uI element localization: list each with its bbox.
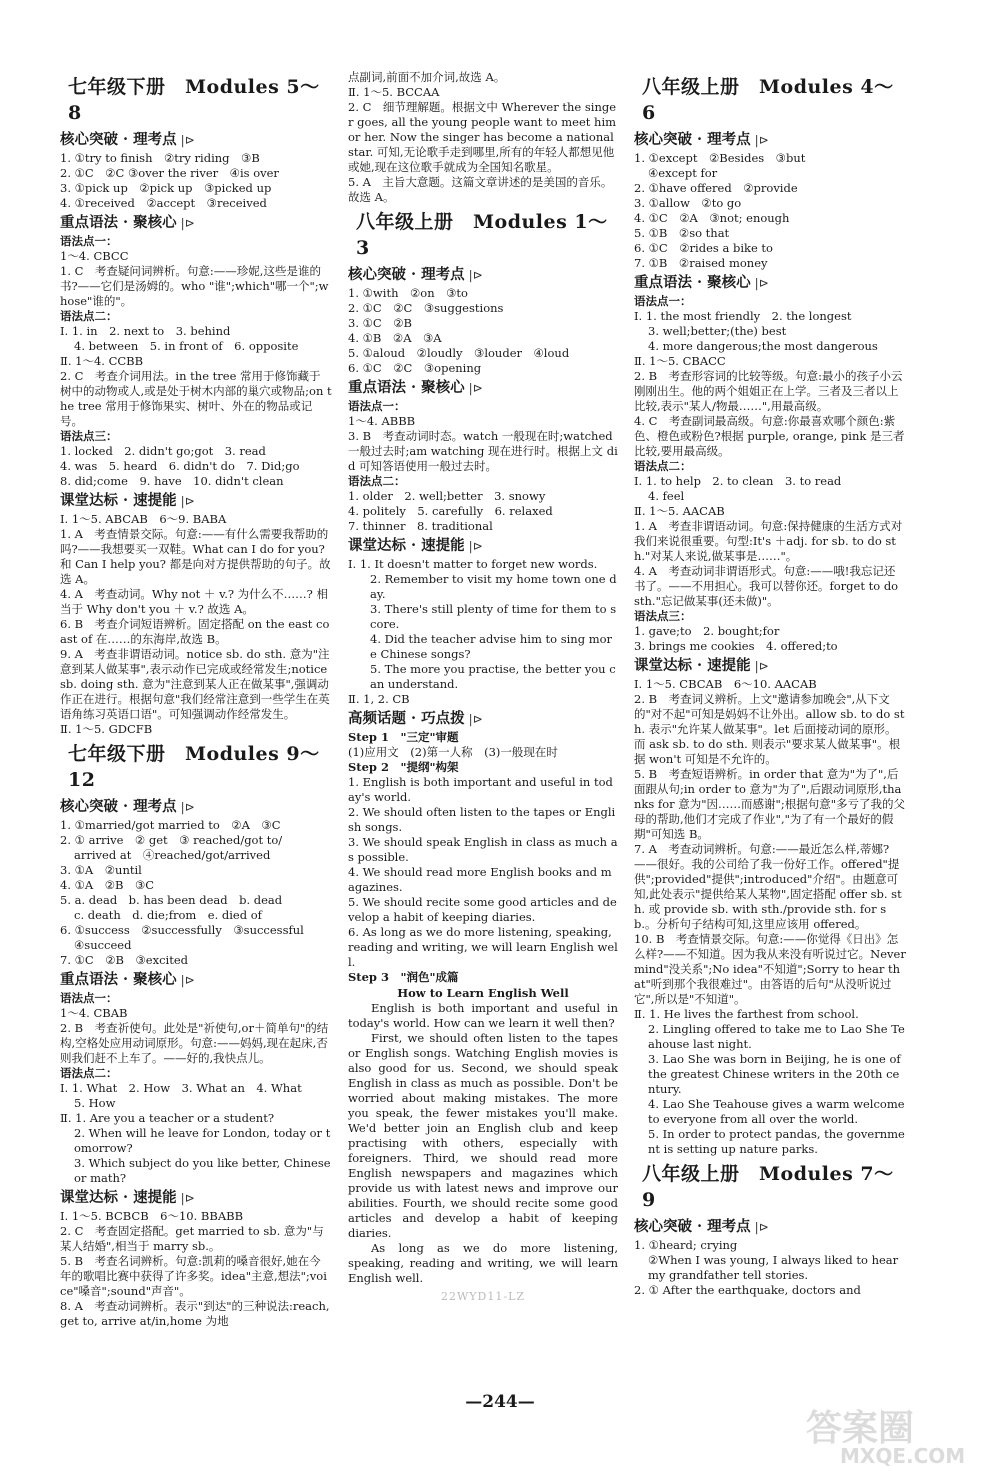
answer-line: 1～4. CBAB bbox=[60, 1006, 128, 1020]
answer-line: Ⅱ. 1～5. CBACC bbox=[634, 354, 726, 368]
answer-line: 1. locked 2. didn't go;got 3. read bbox=[60, 444, 266, 458]
answer-line: Ⅰ. 1. in 2. next to 3. behind bbox=[60, 324, 231, 338]
grammar-point-label: Step 1 "三定"审题 bbox=[348, 730, 459, 744]
subsection-label: 课堂达标 · 速提能 bbox=[60, 1189, 177, 1206]
grammar-point-label: 语法点二： bbox=[60, 1066, 118, 1080]
subsection-title bbox=[634, 273, 906, 293]
arrow-icon: |⊳ bbox=[754, 133, 769, 147]
answer-line: 1. older 2. well;better 3. snowy bbox=[348, 489, 546, 503]
answer-line: 2. B 考查词义辨析。上文"邀请参加晚会",从下文的"对不起"可知是妈妈不让外出。allow sb. to do sth. 表示"允许某人做某事"。let 后面接动词的原形。而 ask sb. to do sth. 则表示"要求某人做某事"。根据 won't 可知是不允许的。 bbox=[634, 692, 905, 766]
answer-line: 4. C 考查副词最高级。句意:你最喜欢哪个颜色:紫色、橙色或粉色?根据 purple, orange, pink 是三者比较,要用最高级。 bbox=[634, 414, 905, 458]
answer-line: 5. ①aloud ②loudly ③louder ④loud bbox=[348, 346, 570, 360]
grammar-point-label: Step 2 "提纲"构架 bbox=[348, 760, 459, 774]
subsection-label: 课堂达标 · 速提能 bbox=[60, 492, 177, 509]
answer-line: 2. ①C ②C ③suggestions bbox=[348, 301, 504, 315]
subsection-title bbox=[634, 656, 906, 676]
answer-line: Ⅱ. 1. Are you a teacher or a student? bbox=[60, 1111, 274, 1125]
answer-line: 3. There's still plenty of time for them to score. bbox=[370, 602, 617, 631]
answer-line: 点副词,前面不加介词,故选 A。 bbox=[348, 70, 506, 84]
answer-line: 2. We should often listen to the tapes or English songs. bbox=[348, 805, 616, 834]
answer-line: 3. ①pick up ②pick up ③picked up bbox=[60, 181, 272, 195]
answer-line: Ⅱ. 1～5. BCCAA bbox=[348, 85, 440, 99]
arrow-icon: |⊳ bbox=[468, 268, 483, 282]
answer-line: 1～4. CBCC bbox=[60, 249, 129, 263]
subsection-title bbox=[60, 213, 332, 233]
answer-line: 4. A 考查动词。Why not ＋ v.? 为什么不……? 相当于 Why don't you ＋ v.? 故选 A。 bbox=[60, 587, 329, 616]
print-code: 22WYD11-LZ bbox=[440, 1290, 526, 1303]
answer-line: 9. A 考查非谓语动词。notice sb. do sth. 意为"注意到某人做某事",表示动作已完成或经常发生;notice sb. doing sth. 意为"注意到某人正在做某事",强调动作正在进行。根据句意"我们经常注意到一些学生在英语角练习英语口语"。可知强调动作经常发生。 bbox=[60, 647, 331, 721]
answer-line: Ⅰ. 1. the most friendly 2. the longest bbox=[634, 309, 852, 323]
grammar-point-label: 语法点一： bbox=[60, 234, 118, 248]
section-title: 七年级下册 Modules 9～12 bbox=[68, 743, 320, 791]
answer-line: 1. ①heard; crying bbox=[634, 1238, 738, 1252]
subsection-title bbox=[60, 130, 332, 150]
grammar-point-label: 语法点二： bbox=[60, 309, 118, 323]
answer-line: Ⅱ. 1, 2. CB bbox=[348, 692, 410, 706]
answer-line: c. death d. die;from e. died of bbox=[74, 908, 262, 922]
essay-title: How to Learn English Well bbox=[397, 986, 569, 1000]
arrow-icon: |⊳ bbox=[180, 494, 195, 508]
answer-line: 4. ①received ②accept ③received bbox=[60, 196, 267, 210]
answer-line: 2. B 考查形容词的比较等级。句意:最小的孩子小云刚刚出生。他的两个姐姐正在上学。三者及三者以上比较,表示"某人/物最……",用最高级。 bbox=[634, 369, 903, 413]
answer-line: 1. ①except ②Besides ③but bbox=[634, 151, 806, 165]
subsection-label: 核心突破 · 理考点 bbox=[60, 131, 177, 148]
page-number: —244— bbox=[465, 1392, 535, 1412]
answer-line: Ⅱ. 1. He lives the farthest from school. bbox=[634, 1007, 859, 1021]
answer-line: 7. A 考查动词辨析。句意:——最近怎么样,蒂娜?——很好。我的公司给了我一份好工作。offered"提供";provided"提供";introduced"介绍"。由题意可知,此处表示"提供给某人某物",固定搭配 offer sb. sth. 或 provide sb. with sth./provide sth. for sb.。分析句子结构可知,这里应该用 offered。 bbox=[634, 842, 902, 931]
answer-line: 6. ①C ②C ③opening bbox=[348, 361, 482, 375]
answer-line: 1. A 考查情景交际。句意:——有什么需要我帮助的吗?——我想要买一双鞋。What can I do for you? 和 Can I help you? 都是向对方提供帮助的句子。故选 A。 bbox=[60, 527, 331, 586]
answer-line: 7. ①C ②B ③excited bbox=[60, 953, 189, 967]
answer-line: 1～4. ABBB bbox=[348, 414, 416, 428]
column-middle bbox=[348, 70, 618, 1303]
subsection-label: 重点语法 · 聚核心 bbox=[60, 971, 177, 988]
grammar-point-label: Step 3 "润色"成篇 bbox=[348, 970, 459, 984]
subsection-label: 高频话题 · 巧点拨 bbox=[348, 710, 465, 727]
answer-line: 1. gave;to 2. bought;for bbox=[634, 624, 780, 638]
subsection-label: 核心突破 · 理考点 bbox=[634, 131, 751, 148]
subsection-label: 重点语法 · 聚核心 bbox=[348, 379, 465, 396]
grammar-point-label: 语法点一： bbox=[634, 294, 692, 308]
grammar-point-label: 语法点三： bbox=[60, 429, 118, 443]
section-title: 八年级上册 Modules 4～6 bbox=[642, 76, 894, 124]
column-right bbox=[634, 70, 910, 1298]
answer-line: 5. a. dead b. has been dead b. dead bbox=[60, 893, 283, 907]
subsection-title bbox=[348, 265, 618, 285]
subsection-label: 核心突破 · 理考点 bbox=[348, 266, 465, 283]
answer-line: 8. did;come 9. have 10. didn't clean bbox=[60, 474, 284, 488]
answer-line: 4. A 考查动词非谓语形式。句意:——哦!我忘记还书了。——不用担心。我可以替你还。forget to do sth."忘记做某事(还未做)"。 bbox=[634, 564, 902, 608]
answer-line: 4. between 5. in front of 6. opposite bbox=[74, 339, 299, 353]
answer-line: 3. B 考查动词时态。watch 一般现在时;watched 一般过去时;am watching 现在进行时。根据上文 did 可知答语使用一般过去时。 bbox=[348, 429, 618, 473]
subsection-label: 重点语法 · 聚核心 bbox=[634, 274, 751, 291]
answer-line: 5. The more you practise, the better you can understand. bbox=[370, 662, 616, 691]
arrow-icon: |⊳ bbox=[180, 216, 195, 230]
answer-line: 3. ①allow ②to go bbox=[634, 196, 742, 210]
answer-line: 1. ①with ②on ③to bbox=[348, 286, 468, 300]
answer-line: 2. When will he leave for London, today or tomorrow? bbox=[74, 1126, 331, 1155]
answer-line: 1. ①married/got married to ②A ③C bbox=[60, 818, 281, 832]
answer-line: 2. C 考查介词用法。in the tree 常用于修饰藏于树中的动物或人,或是处于树木内部的巢穴或物品;on the tree 常用于修饰果实、树叶、外在的物品或记号。 bbox=[60, 369, 332, 428]
answer-line: 2. Remember to visit my home town one day. bbox=[370, 572, 617, 601]
answer-line: 2. ①have offered ②provide bbox=[634, 181, 798, 195]
grammar-point-label: 语法点二： bbox=[634, 459, 692, 473]
logo-text: 答案圈 bbox=[806, 1408, 915, 1449]
answer-line: Ⅱ. 1～5. GDCFB bbox=[60, 722, 153, 736]
answer-line: 6. As long as we do more listening, speaking, reading and writing, we will learn English well. bbox=[348, 925, 618, 969]
grammar-point-label: 语法点一： bbox=[348, 399, 406, 413]
answer-line: 10. B 考查情景交际。句意:——你觉得《日出》怎么样?——不知道。因为我从来没有听说过它。Never mind"没关系";No idea"不知道";Sorry to hear that"听到那个我很难过"。由答语的后句"从没听说过它",所以是"不知道"。 bbox=[634, 932, 910, 1006]
answer-line: 2. ①C ②C ③over the river ④is over bbox=[60, 166, 279, 180]
answer-line: Ⅰ. 1～5. ABCAB 6～9. BABA bbox=[60, 512, 227, 526]
column-left bbox=[60, 70, 335, 1329]
answer-line: Ⅰ. 1～5. CBCAB 6～10. AACAB bbox=[634, 677, 817, 691]
subsection-label: 重点语法 · 聚核心 bbox=[60, 214, 177, 231]
answer-line: Ⅰ. 1. What 2. How 3. What an 4. What bbox=[60, 1081, 302, 1095]
answer-line: 4. Did the teacher advise him to sing more Chinese songs? bbox=[370, 632, 613, 661]
answer-line: 6. ①success ②successfully ③successful bbox=[60, 923, 304, 937]
answer-line: 3. Which subject do you like better, Chinese or math? bbox=[74, 1156, 335, 1185]
section-title: 八年级上册 Modules 1～3 bbox=[356, 211, 608, 259]
answer-line: 4. politely 5. carefully 6. relaxed bbox=[348, 504, 553, 518]
brand-logo bbox=[800, 1400, 995, 1468]
answer-line: 7. ①B ②raised money bbox=[634, 256, 768, 270]
subsection-label: 核心突破 · 理考点 bbox=[634, 1218, 751, 1235]
answer-line: 3. We should speak English in class as much as possible. bbox=[348, 835, 618, 864]
subsection-title bbox=[348, 536, 618, 556]
subsection-title bbox=[60, 491, 332, 511]
grammar-point-label: 语法点二： bbox=[348, 474, 406, 488]
arrow-icon: |⊳ bbox=[180, 133, 195, 147]
answer-line: 4. We should read more English books and magazines. bbox=[348, 865, 612, 894]
answer-line: 4. ①B ②A ③A bbox=[348, 331, 442, 345]
answer-line: 3. brings me cookies 4. offered;to bbox=[634, 639, 838, 653]
arrow-icon: |⊳ bbox=[180, 973, 195, 987]
answer-line: 5. In order to protect pandas, the government is setting up nature parks. bbox=[648, 1127, 905, 1156]
answer-line: 2. ① arrive ② get ③ reached/got to/ bbox=[60, 833, 283, 847]
essay-paragraph: First, we should often listen to the tapes or English songs. Watching English movies is also good for us. Second, we should speak English in class as much as possible. Don't be worried about making mistakes. The more you speak, the fewer mistakes you'll make. We'd better join an English club and keep practising with others, especially with foreigners. Third, we should read more English newspapers and magazines which provide us with latest news and improve our abilities. Fourth, we should recite some good articles and develop a habit of keeping diaries. bbox=[348, 1031, 618, 1240]
arrow-icon: |⊳ bbox=[468, 381, 483, 395]
subsection-title bbox=[634, 1217, 906, 1237]
answer-line: 2. C 细节理解题。根据文中 Wherever the singer goes, all the young people want to meet him or her. Now the singer has become a national star. 可知,无论歌手走到哪里,所有的年轻人都想见他或她,现在这位歌手就成为全国知名歌星。 bbox=[348, 100, 620, 174]
arrow-icon: |⊳ bbox=[468, 539, 483, 553]
subsection-label: 课堂达标 · 速提能 bbox=[348, 537, 465, 554]
answer-line: 1. ①try to finish ②try riding ③B bbox=[60, 151, 260, 165]
answer-line: (1)应用文 (2)第一人称 (3)一般现在时 bbox=[348, 745, 558, 759]
answer-line: ②When I was young, I always liked to hear my grandfather tell stories. bbox=[648, 1253, 902, 1282]
arrow-icon: |⊳ bbox=[180, 1191, 195, 1205]
logo-site: MXQE.COM bbox=[840, 1444, 966, 1468]
answer-line: 1. C 考查疑问词辨析。句意:——珍妮,这些是谁的书?——它们是汤姆的。who "谁";which"哪一个";whose"谁的"。 bbox=[60, 264, 329, 308]
arrow-icon: |⊳ bbox=[754, 1220, 769, 1234]
answer-line: 8. A 考查动词辨析。表示"到达"的三种说法:reach, get to, arrive at/in,home 为地 bbox=[60, 1299, 334, 1328]
subsection-title bbox=[60, 1188, 332, 1208]
answer-line: 2. B 考查祈使句。此处是"祈使句,or＋简单句"的结构,空格处应用动词原形。句意:——妈妈,现在起床,否则我们赶不上车了。——好的,我快点儿。 bbox=[60, 1021, 329, 1065]
answer-line: 6. B 考查介词短语辨析。固定搭配 on the east coast of 在……的东海岸,故选 B。 bbox=[60, 617, 330, 646]
subsection-title bbox=[60, 797, 332, 817]
subsection-label: 课堂达标 · 速提能 bbox=[634, 657, 751, 674]
answer-line: 5. ①B ②so that bbox=[634, 226, 730, 240]
essay-paragraph: English is both important and useful in today's world. How can we learn it well then? bbox=[348, 1001, 618, 1030]
answer-line: 4. Lao She Teahouse gives a warm welcome to everyone from all over the world. bbox=[648, 1097, 909, 1126]
grammar-point-label: 语法点一： bbox=[60, 991, 118, 1005]
answer-line: 4. ①A ②B ③C bbox=[60, 878, 155, 892]
section-title: 八年级上册 Modules 7～9 bbox=[642, 1163, 894, 1211]
answer-line: 3. ①C ②B bbox=[348, 316, 412, 330]
subsection-title bbox=[634, 130, 906, 150]
subsection-label: 核心突破 · 理考点 bbox=[60, 798, 177, 815]
section-title: 七年级下册 Modules 5～8 bbox=[68, 76, 320, 124]
answer-line: Ⅰ. 1. It doesn't matter to forget new words. bbox=[348, 557, 598, 571]
essay-paragraph: As long as we do more listening, speaking, reading and writing, we will learn English well. bbox=[348, 1241, 618, 1285]
arrow-icon: |⊳ bbox=[180, 800, 195, 814]
subsection-title bbox=[60, 970, 332, 990]
answer-line: 6. ①C ②rides a bike to bbox=[634, 241, 773, 255]
answer-line: 5. We should recite some good articles and develop a habit of keeping diaries. bbox=[348, 895, 617, 924]
arrow-icon: |⊳ bbox=[754, 276, 769, 290]
answer-line: Ⅰ. 1～5. BCBCB 6～10. BBABB bbox=[60, 1209, 244, 1223]
answer-line: 3. well;better;(the) best bbox=[648, 324, 787, 338]
answer-line: 5. B 考查短语辨析。in order that 意为"为了",后面跟从句;in order to 意为"为了",后跟动词原形,thanks for 意为"因……而感谢";根据句意"多亏了我的父母的帮助,他们才完成了作业","为了有一个最好的假期"可知选 B。 bbox=[634, 767, 906, 841]
answer-line: 2. Lingling offered to take me to Lao She Teahouse last night. bbox=[648, 1022, 905, 1051]
answer-line: 4. ①C ②A ③not; enough bbox=[634, 211, 790, 225]
answer-line: 5. A 主旨大意题。这篇文章讲述的是美国的音乐。故选 A。 bbox=[348, 175, 613, 204]
answer-line: 3. ①A ②until bbox=[60, 863, 142, 877]
answer-line: 4. was 5. heard 6. didn't do 7. Did;go bbox=[60, 459, 300, 473]
subsection-title bbox=[348, 709, 618, 729]
answer-line: arrived at ④reached/got/arrived bbox=[74, 848, 271, 862]
answer-line: 3. Lao She was born in Beijing, he is one of the greatest Chinese writers in the 20th century. bbox=[648, 1052, 905, 1096]
answer-line: ④succeed bbox=[74, 938, 132, 952]
answer-line: 4. more dangerous;the most dangerous bbox=[648, 339, 878, 353]
answer-line: 1. A 考查非谓语动词。句意:保持健康的生活方式对我们来说很重要。句型:It's ＋adj. for sb. to do sth."对某人来说,做某事是……"。 bbox=[634, 519, 903, 563]
answer-line: 2. C 考查固定搭配。get married to sb. 意为"与某人结婚",相当于 marry sb.。 bbox=[60, 1224, 324, 1253]
subsection-title bbox=[348, 378, 618, 398]
answer-line: 4. feel bbox=[648, 489, 685, 503]
grammar-point-label: 语法点三： bbox=[634, 609, 692, 623]
answer-line: Ⅱ. 1～4. CCBB bbox=[60, 354, 144, 368]
answer-line: Ⅰ. 1. to help 2. to clean 3. to read bbox=[634, 474, 842, 488]
answer-line: 1. English is both important and useful in today's world. bbox=[348, 775, 613, 804]
answer-line: 2. ① After the earthquake, doctors and bbox=[634, 1283, 861, 1297]
answer-line: 5. How bbox=[74, 1096, 116, 1110]
answer-line: 7. thinner 8. traditional bbox=[348, 519, 493, 533]
arrow-icon: |⊳ bbox=[468, 712, 483, 726]
answer-line: 5. B 考查名词辨析。句意:凯莉的嗓音很好,她在今年的歌唱比赛中获得了许多奖。idea"主意,想法";voice"嗓音";sound"声音"。 bbox=[60, 1254, 327, 1298]
answer-line: ④except for bbox=[648, 166, 718, 180]
answer-line: Ⅱ. 1～5. AACAB bbox=[634, 504, 725, 518]
arrow-icon: |⊳ bbox=[754, 659, 769, 673]
